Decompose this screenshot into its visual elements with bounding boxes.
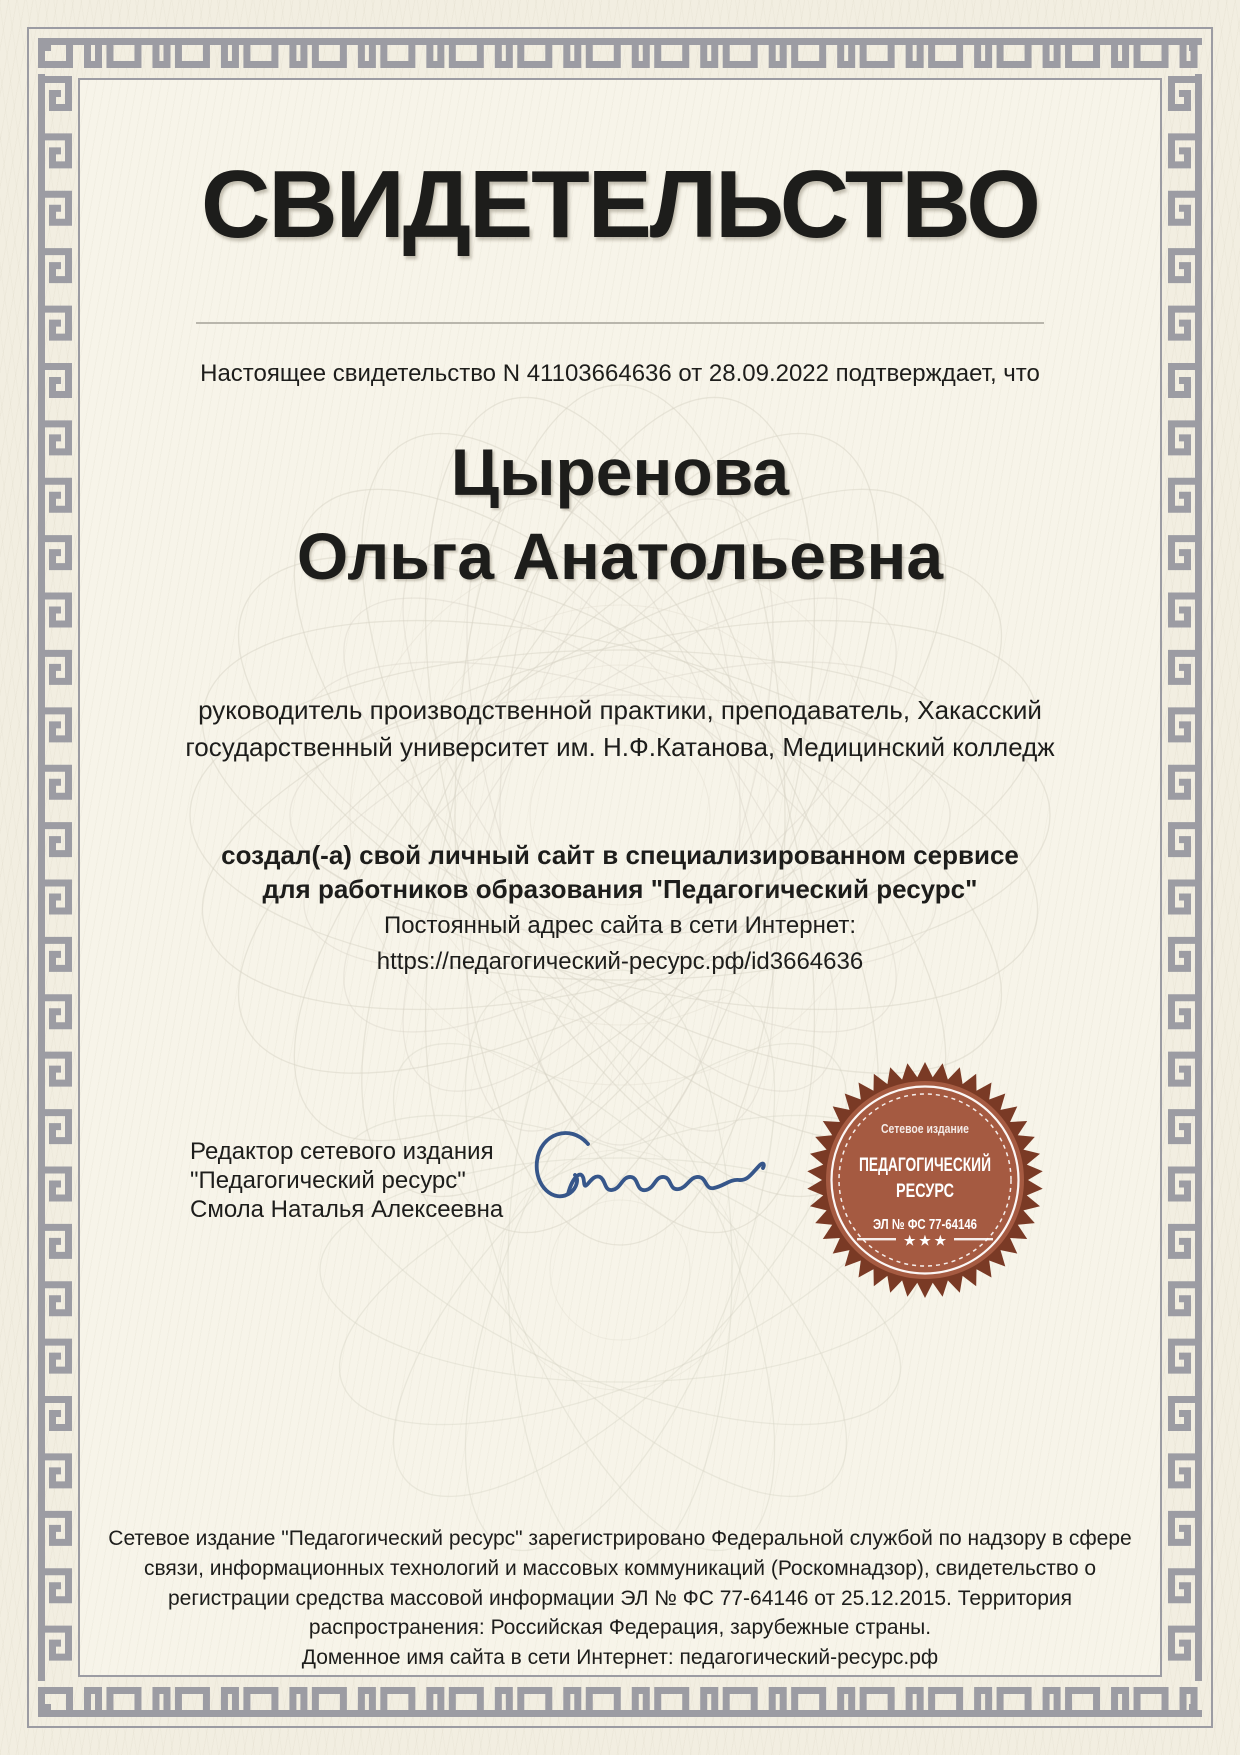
seal-badge [800, 1055, 1050, 1305]
footer-line: Сетевое издание "Педагогический ресурс" зарегистрировано Федеральной службой по надзору в сфере [108, 1527, 1132, 1550]
position-line: государственный университет им. Н.Ф.Катанова, Медицинский колледж [185, 731, 1055, 762]
recipient-first-patronymic: Ольга Анатольевна [296, 519, 944, 594]
title-divider [196, 322, 1044, 324]
achievement-line: для работников образования "Педагогический ресурс" [262, 874, 978, 905]
footer-line: связи, информационных технологий и массовых коммуникаций (Роскомнадзор), свидетельство о [143, 1556, 1097, 1580]
intro-line: Настоящее свидетельство N 41103664636 от 28.09.2022 подтверждает, что [200, 360, 1040, 387]
footer-registration-text [0, 1524, 1240, 1673]
signatory-organization: "Педагогический ресурс" [190, 1166, 466, 1194]
footer-line: регистрации средства массовой информации ЭЛ № ФС 77-64146 от 25.12.2015. Территория [168, 1586, 1072, 1610]
signatory-block [190, 1138, 503, 1224]
footer-line: распространения: Российская Федерация, зарубежные страны. [308, 1616, 932, 1640]
achievement-line: создал(-а) свой личный сайт в специализированном сервисе [221, 840, 1019, 870]
seal-name-line2: РЕСУРС [896, 1181, 955, 1202]
footer-line: Доменное имя сайта в сети Интернет: педагогический-ресурс.рф [301, 1646, 939, 1670]
meander-border-top [38, 38, 1202, 72]
page-title: СВИДЕТЕЛЬСТВО [201, 151, 1039, 258]
border-corner-dot [43, 43, 51, 51]
seal-disc [826, 1081, 1041, 1279]
seal-reg-number: ЭЛ № ФС 77-64146 [873, 1217, 977, 1233]
site-address-label: Постоянный адрес сайта в сети Интернет: [383, 912, 857, 939]
seal-top-text: Сетевое издание [881, 1122, 970, 1136]
seal-name-line1: ПЕДАГОГИЧЕСКИЙ [859, 1155, 1041, 1176]
recipient-position [0, 692, 1240, 766]
signatory-name: Смола Наталья Алексеевна [190, 1195, 504, 1223]
border-corner-dot [1189, 43, 1197, 51]
signatory-title: Редактор сетевого издания [190, 1138, 494, 1165]
border-corner-dot [43, 1704, 51, 1712]
achievement-text [0, 838, 1240, 907]
site-url: https://педагогический-ресурс.рф/id3664636 [376, 948, 864, 975]
seal-stars: ★ ★ ★ [903, 1233, 947, 1248]
position-line: руководитель производственной практики, преподаватель, Хакасский [198, 695, 1042, 725]
recipient-name [0, 430, 1240, 599]
recipient-last-name: Цыренова [450, 435, 790, 509]
meander-border-bottom [38, 1683, 1202, 1717]
border-corner-dot [1189, 1704, 1197, 1712]
signature-ink [524, 1124, 774, 1219]
